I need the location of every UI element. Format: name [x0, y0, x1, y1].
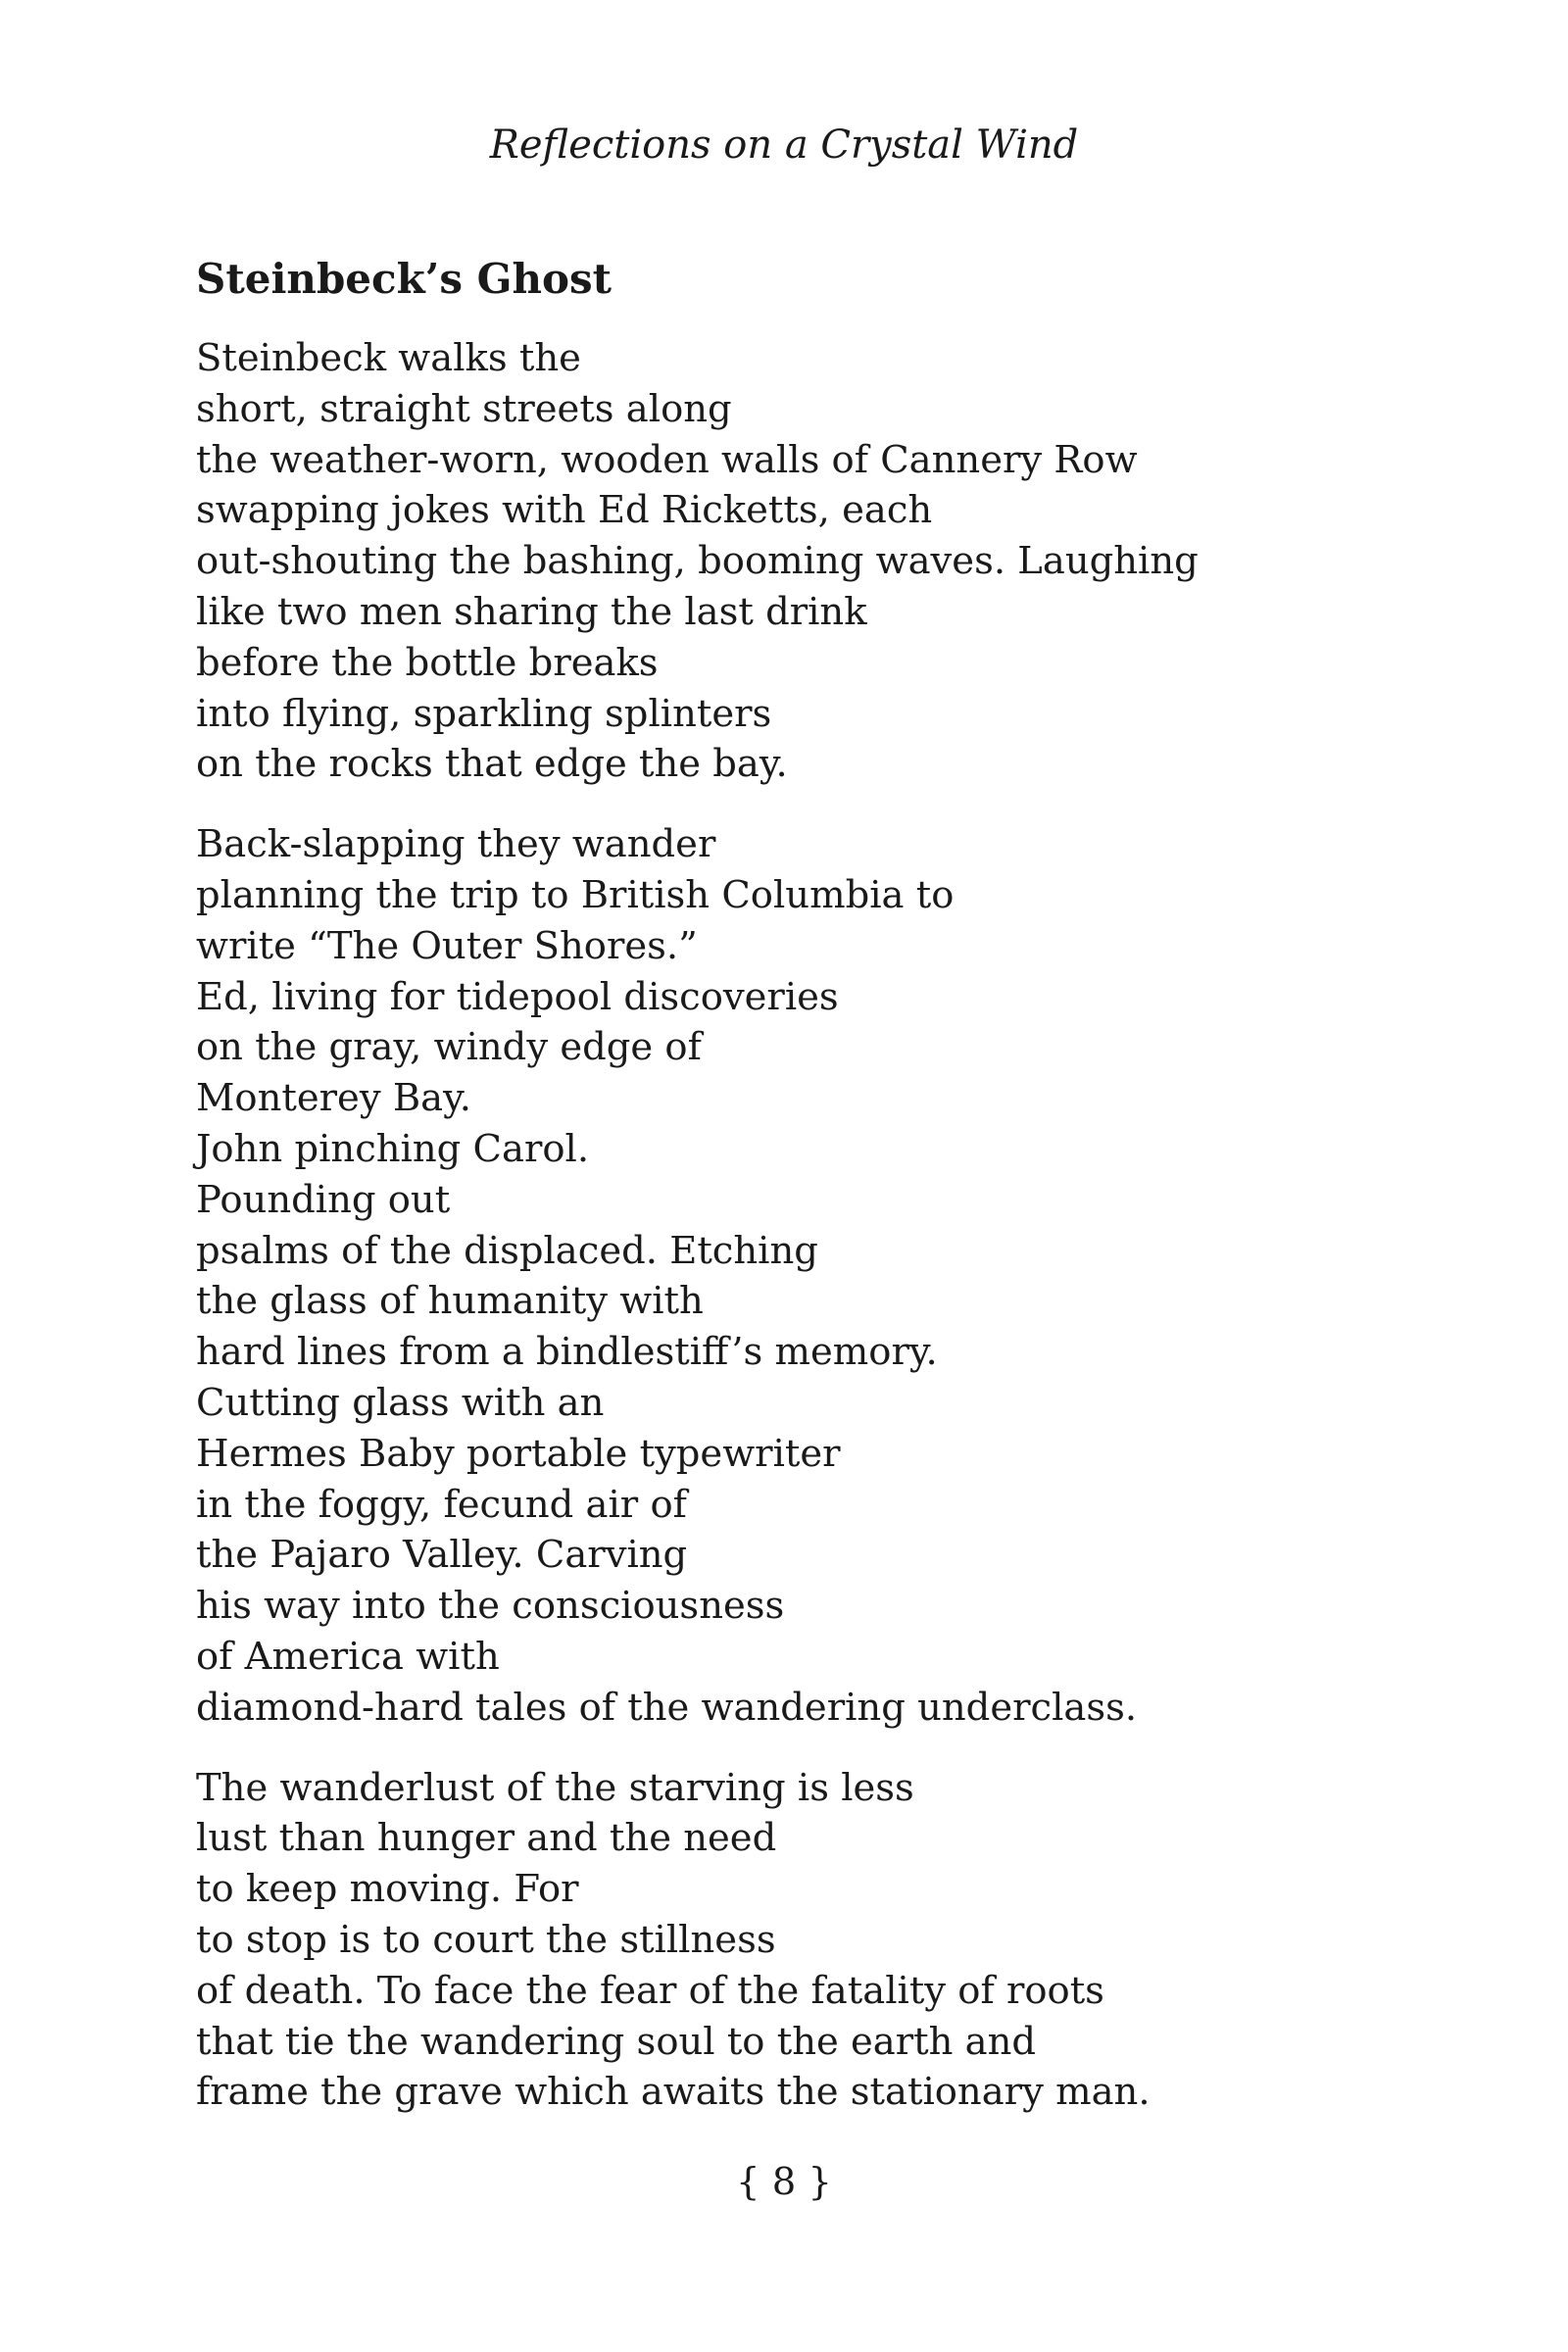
poem-line: out-shouting the bashing, booming waves. Laughing [196, 539, 1199, 584]
poem-line: to stop is to court the stillness [196, 1917, 776, 1962]
stanza-2 [196, 819, 1470, 1733]
poem-line: Back-slapping they wander [196, 822, 716, 867]
poem [196, 245, 1470, 2147]
running-header: Reflections on a Crystal Wind [489, 122, 1079, 168]
poem-line: Hermes Baby portable typewriter [196, 1431, 841, 1476]
poem-line: to keep moving. For [196, 1867, 579, 1912]
poem-line: the glass of humanity with [196, 1279, 704, 1324]
poem-line: short, straight streets along [196, 386, 732, 431]
poem-line: hard lines from a bindlestiff’s memory. [196, 1330, 938, 1375]
page-number: { 8 } [736, 2160, 832, 2204]
poem-line: swapping jokes with Ed Ricketts, each [196, 488, 933, 533]
poem-line: like two men sharing the last drink [196, 589, 867, 634]
poem-title: Steinbeck’s Ghost [196, 255, 612, 303]
poem-line: Monterey Bay. [196, 1076, 471, 1121]
stanza-3 [196, 1763, 1470, 2119]
poem-line: lust than hunger and the need [196, 1816, 777, 1861]
poem-line: of America with [196, 1634, 500, 1679]
poem-line: into flying, sparkling splinters [196, 691, 772, 736]
poem-line: that tie the wandering soul to the earth and [196, 2019, 1037, 2064]
poem-line: write “The Outer Shores.” [196, 923, 698, 968]
poem-line: Ed, living for tidepool discoveries [196, 974, 839, 1019]
poem-line: on the gray, windy edge of [196, 1025, 702, 1070]
poem-line: diamond-hard tales of the wandering underclass. [196, 1685, 1138, 1730]
poem-line: The wanderlust of the starving is less [196, 1765, 914, 1810]
poem-line: Pounding out [196, 1177, 451, 1222]
poem-line: before the bottle breaks [196, 640, 659, 685]
poem-line: his way into the consciousness [196, 1584, 785, 1629]
poem-line: Steinbeck walks the [196, 336, 581, 380]
poem-line: of death. To face the fear of the fatality of roots [196, 1968, 1104, 2013]
stanza-1 [196, 333, 1470, 790]
poem-line: Cutting glass with an [196, 1380, 605, 1425]
poem-line: planning the trip to British Columbia to [196, 872, 955, 917]
poem-line: frame the grave which awaits the stationary man. [196, 2070, 1151, 2115]
poem-line: in the foggy, fecund air of [196, 1482, 687, 1527]
poem-line: on the rocks that edge the bay. [196, 742, 788, 787]
poem-line: the Pajaro Valley. Carving [196, 1533, 688, 1578]
poem-line: John pinching Carol. [196, 1126, 590, 1171]
poem-line: psalms of the displaced. Etching [196, 1228, 818, 1273]
poem-line: the weather-worn, wooden walls of Cannery Row [196, 437, 1138, 482]
